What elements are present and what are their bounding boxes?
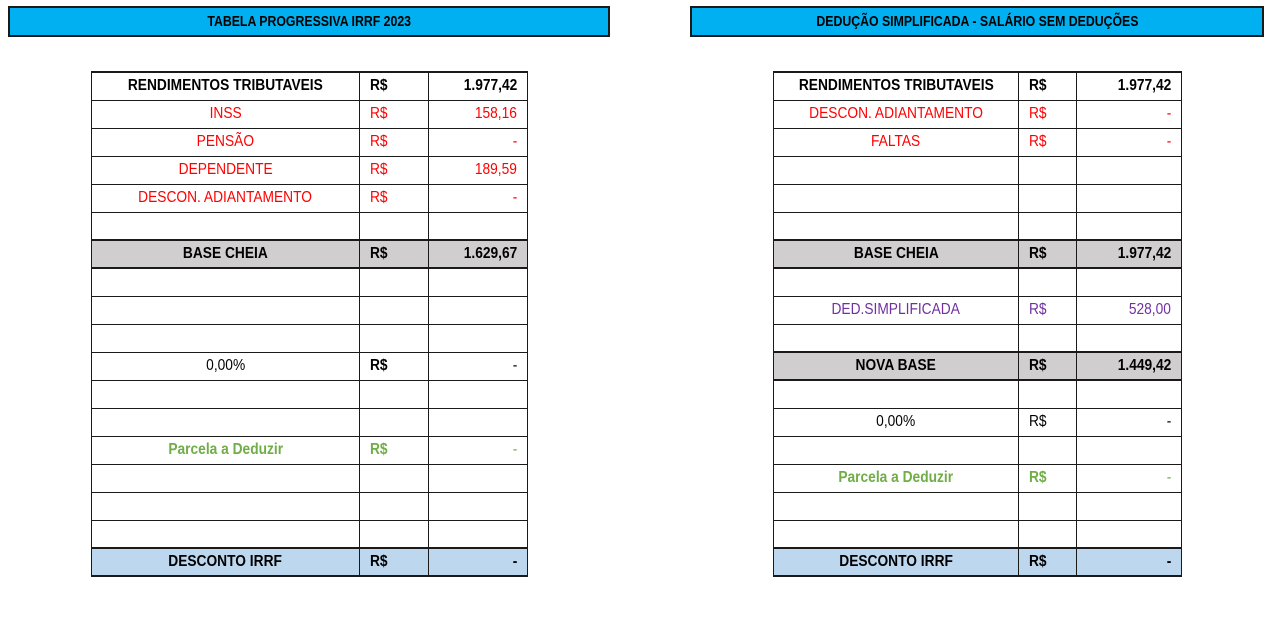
right-table-title	[690, 6, 1264, 37]
cell-currency[interactable]: R$	[1019, 296, 1077, 324]
cell-currency[interactable]: R$	[1019, 72, 1077, 100]
row-empty	[774, 436, 1182, 464]
row-empty	[774, 184, 1182, 212]
empty-cell[interactable]	[92, 380, 360, 408]
row-parcela	[92, 436, 528, 464]
empty-cell[interactable]	[92, 296, 360, 324]
row-base-cheia	[92, 240, 528, 268]
row-aliquota	[92, 352, 528, 380]
cell-label[interactable]: BASE CHEIA	[774, 240, 1019, 268]
row-empty	[92, 520, 528, 548]
cell-currency[interactable]: R$	[360, 352, 429, 380]
cell-value[interactable]: 1.977,42	[1077, 72, 1182, 100]
empty-cell[interactable]	[1019, 436, 1077, 464]
row-empty	[774, 268, 1182, 296]
cell-currency[interactable]: R$	[360, 72, 429, 100]
cell-value[interactable]: -	[1077, 100, 1182, 128]
cell-currency[interactable]: R$	[1019, 100, 1077, 128]
cell-label[interactable]: PENSÃO	[92, 128, 360, 156]
cell-value[interactable]: 1.977,42	[429, 72, 528, 100]
empty-cell[interactable]	[360, 408, 429, 436]
row-desconto-irrf	[774, 548, 1182, 576]
empty-cell[interactable]	[1077, 212, 1182, 240]
cell-label[interactable]: DED.SIMPLIFICADA	[774, 296, 1019, 324]
row-rendimentos	[774, 72, 1182, 100]
cell-currency[interactable]: R$	[360, 240, 429, 268]
left-title-text: TABELA PROGRESSIVA IRRF 2023	[207, 13, 411, 30]
cell-label[interactable]: Parcela a Deduzir	[774, 464, 1019, 492]
cell-currency[interactable]: R$	[1019, 548, 1077, 576]
empty-cell[interactable]	[1019, 380, 1077, 408]
row-desconto-irrf	[92, 548, 528, 576]
cell-currency[interactable]: R$	[1019, 408, 1077, 436]
empty-cell[interactable]	[360, 380, 429, 408]
empty-cell[interactable]	[1019, 520, 1077, 548]
empty-cell[interactable]	[360, 212, 429, 240]
cell-label[interactable]: BASE CHEIA	[92, 240, 360, 268]
row-nova-base	[774, 352, 1182, 380]
row-base-cheia	[774, 240, 1182, 268]
empty-cell[interactable]	[774, 380, 1019, 408]
cell-label[interactable]: 0,00%	[774, 408, 1019, 436]
row-adiantamento	[774, 100, 1182, 128]
row-inss	[92, 100, 528, 128]
empty-cell[interactable]	[774, 492, 1019, 520]
empty-cell[interactable]	[360, 520, 429, 548]
row-empty	[92, 268, 528, 296]
cell-currency[interactable]: R$	[360, 128, 429, 156]
cell-currency[interactable]: R$	[360, 156, 429, 184]
row-faltas	[774, 128, 1182, 156]
cell-value[interactable]: -	[429, 128, 528, 156]
cell-value[interactable]: -	[429, 184, 528, 212]
cell-value[interactable]: 528,00	[1077, 296, 1182, 324]
empty-cell[interactable]	[360, 268, 429, 296]
empty-cell[interactable]	[774, 212, 1019, 240]
empty-cell[interactable]	[774, 520, 1019, 548]
cell-value[interactable]: 158,16	[429, 100, 528, 128]
row-empty	[774, 156, 1182, 184]
cell-value[interactable]: -	[429, 548, 528, 576]
cell-currency[interactable]: R$	[360, 436, 429, 464]
cell-currency[interactable]: R$	[360, 184, 429, 212]
cell-label[interactable]: NOVA BASE	[774, 352, 1019, 380]
cell-label[interactable]: DEPENDENTE	[92, 156, 360, 184]
cell-currency[interactable]: R$	[1019, 464, 1077, 492]
empty-cell[interactable]	[92, 212, 360, 240]
cell-value[interactable]: -	[1077, 464, 1182, 492]
cell-label[interactable]: DESCONTO IRRF	[92, 548, 360, 576]
empty-cell[interactable]	[92, 520, 360, 548]
empty-cell[interactable]	[92, 268, 360, 296]
right-title-text: DEDUÇÃO SIMPLIFICADA - SALÁRIO SEM DEDUÇÕES	[815, 13, 1139, 30]
row-parcela	[774, 464, 1182, 492]
row-empty	[92, 212, 528, 240]
cell-currency[interactable]: R$	[360, 548, 429, 576]
cell-value[interactable]: 1.449,42	[1077, 352, 1182, 380]
empty-cell[interactable]	[360, 324, 429, 352]
empty-cell[interactable]	[1019, 184, 1077, 212]
row-empty	[92, 492, 528, 520]
cell-value[interactable]: -	[429, 352, 528, 380]
empty-cell[interactable]	[774, 268, 1019, 296]
left-table-title	[8, 6, 610, 37]
empty-cell[interactable]	[92, 492, 360, 520]
row-empty	[92, 324, 528, 352]
empty-cell[interactable]	[429, 324, 528, 352]
row-rendimentos	[92, 72, 528, 100]
row-empty	[774, 212, 1182, 240]
empty-cell[interactable]	[429, 268, 528, 296]
empty-cell[interactable]	[1019, 324, 1077, 352]
empty-cell[interactable]	[1077, 520, 1182, 548]
empty-cell[interactable]	[92, 464, 360, 492]
empty-cell[interactable]	[360, 492, 429, 520]
row-dependente	[92, 156, 528, 184]
empty-cell[interactable]	[1077, 380, 1182, 408]
cell-label[interactable]: RENDIMENTOS TRIBUTAVEIS	[774, 72, 1019, 100]
empty-cell[interactable]	[1077, 324, 1182, 352]
cell-currency[interactable]: R$	[360, 100, 429, 128]
cell-label[interactable]: RENDIMENTOS TRIBUTAVEIS	[92, 72, 360, 100]
empty-cell[interactable]	[1019, 492, 1077, 520]
empty-cell[interactable]	[1019, 156, 1077, 184]
row-empty	[774, 492, 1182, 520]
empty-cell[interactable]	[1077, 436, 1182, 464]
empty-cell[interactable]	[429, 492, 528, 520]
irrf-progressive-table	[91, 71, 528, 577]
empty-cell[interactable]	[429, 212, 528, 240]
row-empty	[92, 408, 528, 436]
empty-cell[interactable]	[429, 464, 528, 492]
cell-value[interactable]: 1.629,67	[429, 240, 528, 268]
empty-cell[interactable]	[774, 436, 1019, 464]
row-adiantamento	[92, 184, 528, 212]
row-ded-simplificada	[774, 296, 1182, 324]
row-empty	[774, 324, 1182, 352]
empty-cell[interactable]	[92, 408, 360, 436]
empty-cell[interactable]	[429, 520, 528, 548]
cell-label[interactable]: DESCON. ADIANTAMENTO	[92, 184, 360, 212]
empty-cell[interactable]	[429, 296, 528, 324]
cell-currency[interactable]: R$	[1019, 240, 1077, 268]
empty-cell[interactable]	[360, 296, 429, 324]
empty-cell[interactable]	[360, 464, 429, 492]
empty-cell[interactable]	[1077, 156, 1182, 184]
empty-cell[interactable]	[1077, 184, 1182, 212]
cell-value[interactable]: 189,59	[429, 156, 528, 184]
cell-value[interactable]: 1.977,42	[1077, 240, 1182, 268]
row-empty	[92, 464, 528, 492]
cell-value[interactable]: -	[1077, 128, 1182, 156]
empty-cell[interactable]	[774, 156, 1019, 184]
cell-value[interactable]: -	[1077, 548, 1182, 576]
empty-cell[interactable]	[1077, 268, 1182, 296]
simplified-deduction-table	[773, 71, 1182, 577]
empty-cell[interactable]	[429, 408, 528, 436]
cell-label[interactable]: 0,00%	[92, 352, 360, 380]
cell-label[interactable]: INSS	[92, 100, 360, 128]
empty-cell[interactable]	[429, 380, 528, 408]
empty-cell[interactable]	[774, 324, 1019, 352]
cell-label[interactable]: FALTAS	[774, 128, 1019, 156]
row-aliquota	[774, 408, 1182, 436]
empty-cell[interactable]	[1019, 268, 1077, 296]
empty-cell[interactable]	[92, 324, 360, 352]
cell-value[interactable]: -	[1077, 408, 1182, 436]
cell-label[interactable]: Parcela a Deduzir	[92, 436, 360, 464]
row-empty	[774, 520, 1182, 548]
row-empty	[92, 380, 528, 408]
row-empty	[774, 380, 1182, 408]
empty-cell[interactable]	[1019, 212, 1077, 240]
cell-currency[interactable]: R$	[1019, 128, 1077, 156]
row-pensao	[92, 128, 528, 156]
row-empty	[92, 296, 528, 324]
cell-currency[interactable]: R$	[1019, 352, 1077, 380]
cell-label[interactable]: DESCONTO IRRF	[774, 548, 1019, 576]
cell-label[interactable]: DESCON. ADIANTAMENTO	[774, 100, 1019, 128]
empty-cell[interactable]	[774, 184, 1019, 212]
cell-value[interactable]: -	[429, 436, 528, 464]
empty-cell[interactable]	[1077, 492, 1182, 520]
